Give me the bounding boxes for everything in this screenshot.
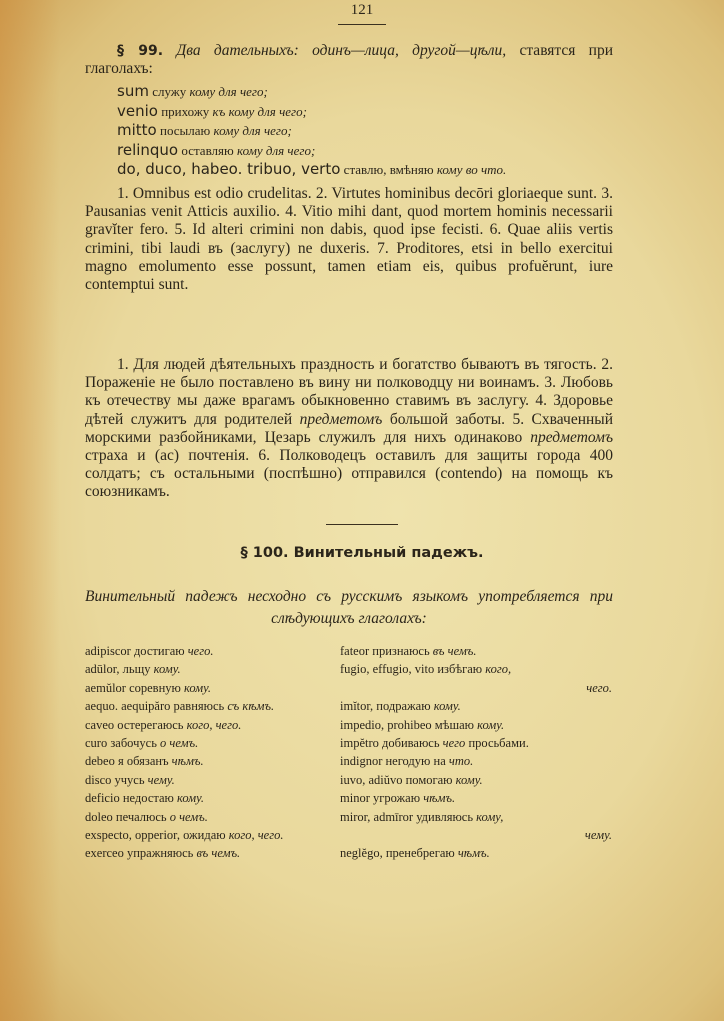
verb-latin: sum: [117, 82, 149, 100]
verb-usage: къ кому для чего;: [212, 103, 307, 119]
verb-usage: съ кѣмъ.: [227, 699, 275, 714]
verb-text: aemŭlor соревную: [85, 680, 181, 695]
verb-list: [117, 82, 506, 180]
verb-usage: кому во что.: [436, 162, 507, 177]
verb-usage: кому.: [477, 717, 505, 732]
verb-usage: о чемъ.: [160, 736, 199, 751]
verb-usage: кому.: [183, 680, 211, 695]
verb-text: impĕtro добиваюсь: [340, 736, 440, 751]
verb-entry: [117, 121, 506, 141]
verb-usage: кому для чего;: [189, 84, 268, 99]
verb-entry: [117, 160, 506, 180]
verb-entry: [340, 716, 612, 734]
verb-text: adipiscor достигаю: [85, 644, 185, 658]
verb-text: indignor негодую на: [340, 754, 446, 769]
section-number: § 99.: [117, 43, 164, 59]
verb-usage: чего: [442, 736, 466, 751]
section-title: Два дательныхъ: одинъ—лица, другой—цѣли,: [176, 42, 507, 59]
verb-text: adūlor, льщу: [85, 662, 151, 677]
verb-entry: [85, 642, 283, 660]
verb-entry: [340, 642, 612, 660]
verb-text: impedio, prohibeo мѣшаю: [340, 717, 474, 732]
verb-usage: кому.: [455, 772, 483, 787]
verb-usage: чѣмъ.: [457, 846, 490, 861]
verb-usage: что.: [448, 754, 474, 769]
verb-tail: просьбами.: [468, 736, 529, 751]
verb-text: miror, admīror удивляюсь: [340, 809, 474, 824]
section-divider: [326, 524, 398, 525]
exercise-emphasis: предметомъ: [530, 428, 613, 446]
verb-entry: [117, 82, 506, 102]
verb-russian: посылаю: [159, 123, 211, 138]
verb-column-left: [85, 642, 283, 863]
verb-column-right: [340, 642, 612, 863]
verb-entry: [85, 826, 283, 844]
verb-usage: кому.: [433, 699, 461, 714]
verb-text: caveo остерегаюсь: [85, 717, 184, 732]
verb-usage: кому.: [177, 791, 205, 806]
verb-usage: чему.: [147, 772, 175, 787]
verb-text: curo забочусь: [85, 736, 157, 751]
verb-text: fugio, effugio, vito избѣгаю: [340, 662, 483, 677]
verb-russian: оставляю: [181, 142, 234, 158]
verb-usage: чѣмъ.: [423, 791, 456, 806]
verb-usage: чѣмъ.: [171, 754, 204, 769]
exercise-text: большой заботы. 5. Схваченный морскими разбойниками, Цезарь служилъ для нихъ одинаково: [85, 410, 613, 446]
verb-entry: [340, 697, 612, 715]
section-100-intro: Винительный падежъ несходно съ русскимъ языкомъ употребляется при слѣдующихъ глаголахъ:: [85, 588, 613, 627]
verb-entry: [85, 752, 283, 770]
exercise-emphasis: предметомъ: [299, 410, 383, 428]
verb-text: minor угрожаю: [340, 791, 421, 806]
verb-usage: кого,: [485, 662, 512, 677]
verb-latin: mitto: [117, 121, 157, 139]
verb-russian: служу: [152, 84, 187, 99]
verb-usage: кому,: [476, 809, 504, 824]
section-99-heading: [85, 42, 613, 78]
verb-entry: [85, 844, 283, 862]
verb-usage: чего.: [187, 644, 214, 658]
verb-usage: кого, чего.: [186, 717, 242, 732]
page-number: 121: [350, 2, 374, 18]
section-title-rest: ставятся при глаголахъ:: [85, 42, 614, 78]
verb-entry: [340, 789, 612, 807]
verb-entry: [85, 679, 283, 697]
verb-entry: [85, 808, 283, 826]
verb-text: fateor признаюсь: [340, 644, 430, 658]
page-edge-shadow: [0, 0, 60, 1021]
verb-text: neglĕgo, пренебрегаю: [340, 846, 455, 861]
exercise-text: страха и (ac) почтенія. 6. Полководецъ оставилъ для защиты города 400 солдатъ; съ остальными (поспѣшно) отправился (contendo) на помощь къ союзникамъ.: [85, 447, 613, 501]
verb-entry: [117, 141, 506, 161]
verb-entry: [340, 808, 612, 826]
verb-entry: [340, 771, 612, 789]
verb-usage: кому.: [153, 662, 181, 677]
verb-usage: чему.: [584, 828, 612, 843]
verb-text: disco учусь: [85, 772, 145, 787]
verb-entry: [340, 752, 612, 770]
verb-entry: [117, 102, 506, 122]
verb-usage: о чемъ.: [169, 809, 208, 824]
verb-usage: въ чемъ.: [432, 644, 477, 658]
verb-text: doleo печалюсь: [85, 809, 167, 824]
verb-russian: прихожу: [161, 103, 210, 119]
verb-text: exspecto, opperior, ожидаю: [85, 828, 226, 843]
verb-usage: чего.: [586, 680, 612, 695]
verb-text: aequo. aequipăro равняюсь: [85, 699, 225, 714]
verb-usage: кому для чего;: [236, 142, 316, 158]
verb-russian: ставлю, вмѣняю: [343, 162, 434, 177]
exercise-text: 1. Для людей дѣятельныхъ праздность и богатство бываютъ въ тягость. 2. Пораженіе не было поставлено въ вину ни полководцу ни воинамъ. 3. Любовь къ отечеству мы даже врагамъ обыкновенно ставимъ въ заслугу. 4. Здоровье дѣтей служитъ для родителей: [85, 356, 613, 428]
verb-usage: въ чемъ.: [196, 846, 241, 861]
verb-text: imĭtor, подражаю: [340, 699, 431, 714]
verb-entry: [85, 789, 283, 807]
verb-latin: do, duco, habeo. tribuo, verto: [117, 160, 341, 178]
verb-entry: [85, 660, 283, 678]
verb-entry: [85, 734, 283, 752]
verb-text: exerceo упражняюсь: [85, 846, 194, 861]
verb-entry: [340, 844, 612, 862]
russian-exercise: [85, 356, 613, 502]
verb-entry: [340, 734, 612, 752]
verb-entry: [340, 679, 612, 697]
verb-latin: relinquo: [117, 140, 179, 159]
verb-entry: [340, 826, 612, 844]
verb-entry: [340, 660, 612, 678]
verb-text: deficio недостаю: [85, 791, 174, 806]
verb-text: debeo я обязанъ: [85, 754, 169, 769]
section-100-heading: § 100. Винительный падежъ.: [240, 545, 484, 561]
verb-latin: venio: [117, 101, 158, 120]
page-number-rule: [338, 24, 386, 25]
verb-entry: [85, 771, 283, 789]
verb-text: iuvo, adiŭvo помогаю: [340, 772, 453, 787]
latin-exercise: 1. Omnibus est odio crudelitas. 2. Virtutes hominibus decōri gloriaeque sunt. 3. Pausanias venit Atticis auxilio. 4. Vitio mihi dant, quod mortem hominis necessarii gravĭter fero. 5. Id alteri crimini non dabis, quod ipse fecisti. 6. Quae aliis vertis crimini, tibi laudi въ (заслугу) ne duxeris. 7. Proditores, etsi in bello exercitui magno emolumento esse possunt, tamen etiam eis, quibus profuĕrunt, iure contemptui sunt.: [85, 185, 613, 294]
verb-entry: [85, 697, 283, 715]
verb-usage: кому для чего;: [213, 123, 292, 138]
verb-usage: кого, чего.: [228, 828, 284, 843]
verb-entry: [85, 716, 283, 734]
